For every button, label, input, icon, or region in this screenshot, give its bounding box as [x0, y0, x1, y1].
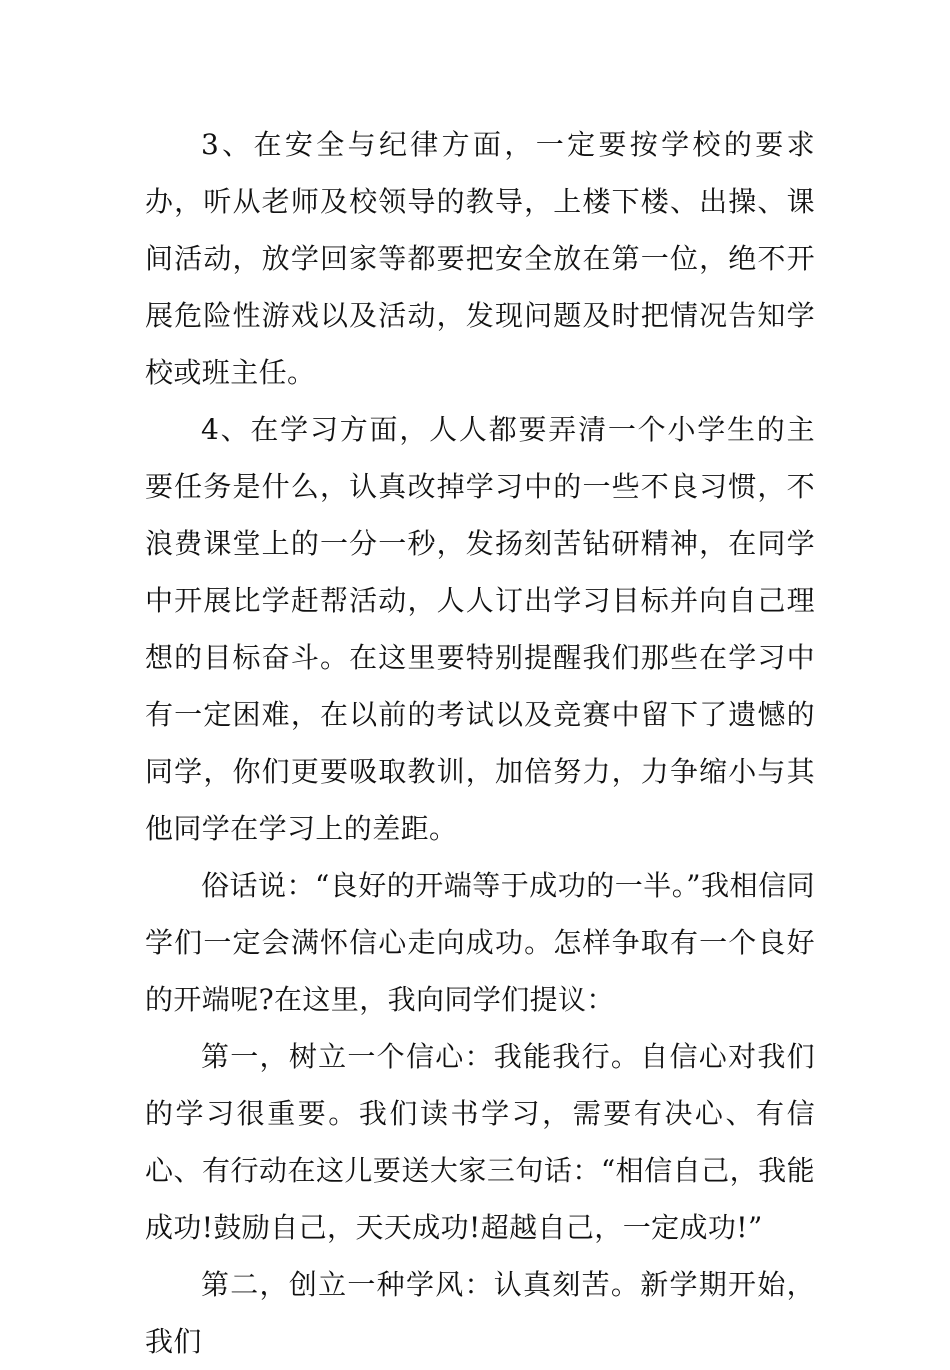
- document-body: [145, 116, 815, 1370]
- paragraph-study: 4、在学习方面，人人都要弄清一个小学生的主要任务是什么，认真改掉学习中的一些不良习惯，不浪费课堂上的一分一秒，发扬刻苦钻研精神，在同学中开展比学赶帮活动，人人订出学习目标并向自己理想的目标奋斗。在这里要特别提醒我们那些在学习中有一定困难，在以前的考试以及竞赛中留下了遗憾的同学，你们更要吸取教训，加倍努力，力争缩小与其他同学在学习上的差距。: [145, 413, 815, 845]
- paragraph-proverb: 俗话说：“良好的开端等于成功的一半。”我相信同学们一定会满怀信心走向成功。怎样争取有一个良好的开端呢?在这里，我向同学们提议：: [145, 869, 815, 1016]
- paragraph-safety-discipline: 3、在安全与纪律方面，一定要按学校的要求办，听从老师及校领导的教导，上楼下楼、出操、课间活动，放学回家等都要把安全放在第一位，绝不开展危险性游戏以及活动，发现问题及时把情况告知学校或班主任。: [145, 128, 815, 389]
- paragraph-second-proposal: 第二，创立一种学风：认真刻苦。新学期开始，我们: [145, 1268, 815, 1358]
- paragraph-first-proposal: 第一，树立一个信心：我能我行。自信心对我们的学习很重要。我们读书学习，需要有决心、有信心、有行动在这儿要送大家三句话：“相信自己，我能成功!鼓励自己，天天成功!超越自己，一定成功!”: [145, 1040, 815, 1244]
